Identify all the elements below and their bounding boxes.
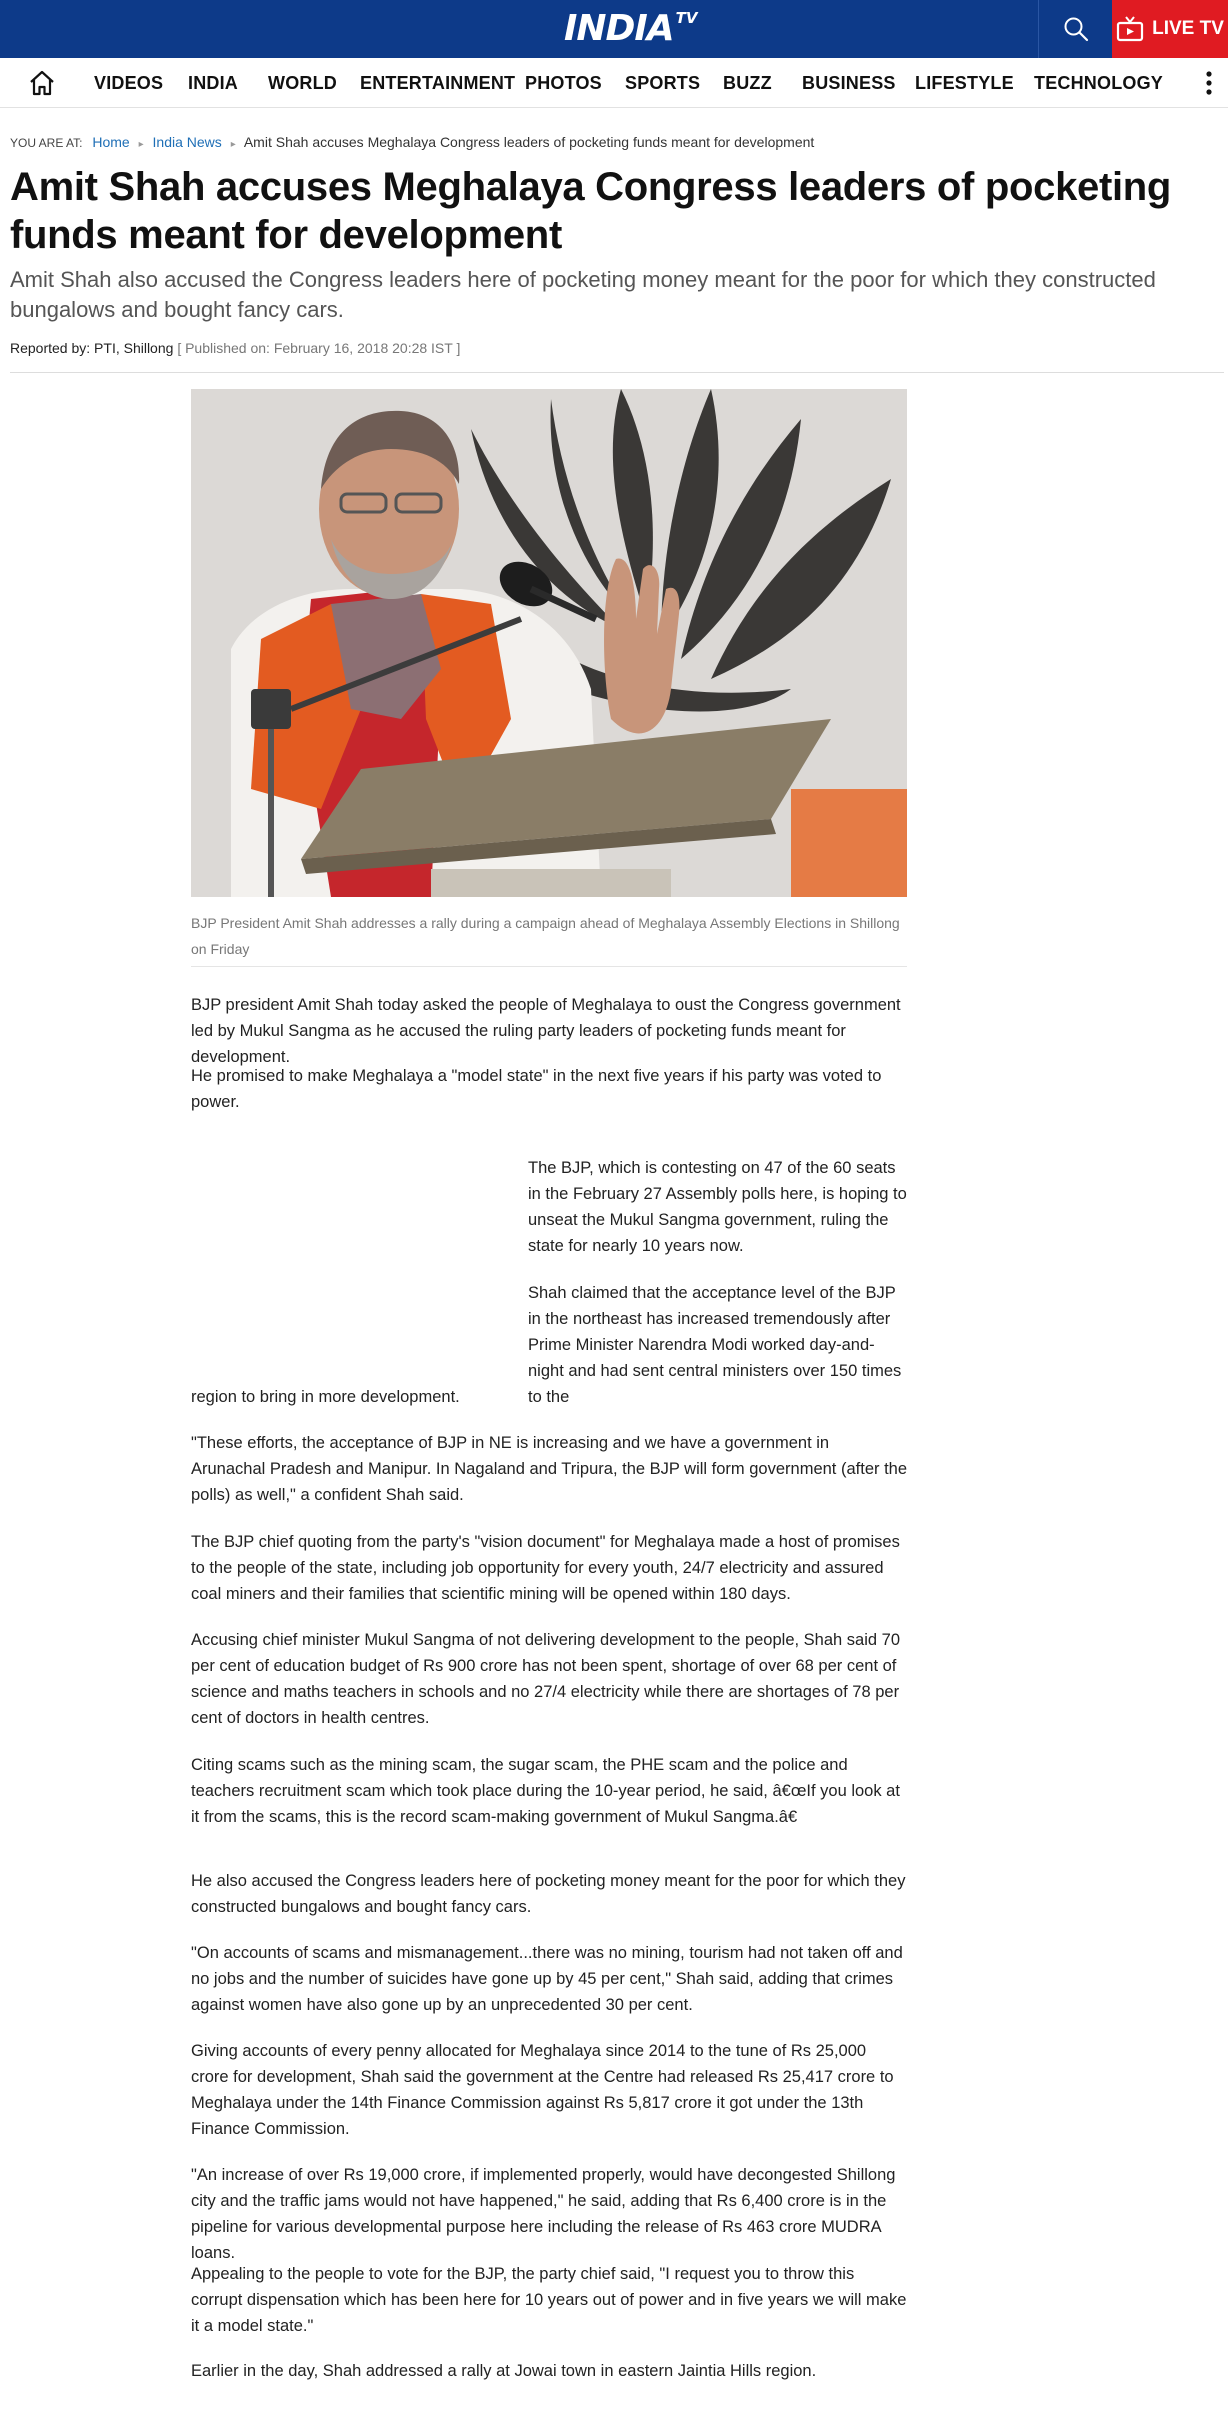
nav-item-lifestyle[interactable]: LIFESTYLE	[915, 73, 1014, 93]
article-paragraph: BJP president Amit Shah today asked the people of Meghalaya to oust the Congress government led by Mukul Sangma as he accused the ruling party leaders of pocketing funds meant for development.	[191, 996, 901, 1066]
rally-speaker-illustration	[191, 389, 907, 897]
article-paragraph: "These efforts, the acceptance of BJP in NE is increasing and we have a government in Arunachal Pradesh and Manipur. In Nagaland and Tripura, the BJP will form government (after the polls) as well," a confident Shah said.	[191, 1434, 908, 1504]
article-paragraph: Accusing chief minister Mukul Sangma of not delivering development to the people, Shah said 70 per cent of education budget of Rs 900 crore has not been spent, shortage of over 68 per cent of science and maths teachers in schools and no 27/4 electricity while there are shortages of 78 per cent of doctors in health centres.	[191, 1631, 901, 1727]
nav-item-business[interactable]: BUSINESS	[802, 73, 896, 93]
main-navigation	[0, 58, 1228, 108]
site-logo[interactable]	[564, 8, 698, 50]
nav-item-sports[interactable]: SPORTS	[625, 73, 701, 93]
home-icon[interactable]	[28, 70, 56, 96]
article-paragraph: The BJP chief quoting from the party's "vision document" for Meghalaya made a host of promises to the people of the state, including job opportunity for every youth, 24/7 electricity and assured coal miners and their families that scientific mining will be opened within 180 days.	[191, 1533, 900, 1603]
tv-icon	[1116, 16, 1144, 42]
reported-by: Reported by: PTI, Shillong	[10, 340, 174, 356]
breadcrumb-home-link[interactable]: Home	[92, 134, 130, 150]
search-button[interactable]	[1038, 0, 1112, 58]
breadcrumb-current: Amit Shah accuses Meghalaya Congress leaders of pocketing funds meant for development	[243, 134, 815, 150]
top-header-bar	[0, 0, 1228, 58]
article-paragraph: Earlier in the day, Shah addressed a rally at Jowai town in eastern Jaintia Hills region.	[191, 2362, 817, 2380]
article-title: Amit Shah accuses Meghalaya Congress leaders of pocketing funds meant for development	[10, 165, 1172, 257]
logo-superscript: TV	[675, 9, 698, 27]
article-subtitle: Amit Shah also accused the Congress leaders here of pocketing money meant for the poor for which they constructed bungalows and bought fancy cars.	[10, 267, 1156, 322]
article-paragraph: He also accused the Congress leaders here of pocketing money meant for the poor for which they constructed bungalows and bought fancy cars.	[191, 1872, 906, 1916]
caption-divider	[191, 966, 907, 967]
nav-item-world[interactable]: WORLD	[268, 73, 337, 93]
nav-item-buzz[interactable]: BUZZ	[723, 73, 772, 93]
article-paragraph: Citing scams such as the mining scam, the sugar scam, the PHE scam and the police and teachers recruitment scam which took place during the 10-year period, he said, â€œIf you look at it from the scams, this is the record scam-making government of Mukul Sangma.â€	[191, 1756, 900, 1826]
logo-text: INDIA	[564, 8, 674, 49]
breadcrumb-label: YOU ARE AT:	[10, 136, 83, 150]
nav-item-india[interactable]: INDIA	[188, 73, 238, 93]
article-paragraph: He promised to make Meghalaya a "model state" in the next five years if his party was voted to power.	[191, 1067, 882, 1111]
breadcrumb-separator-icon: ▸	[138, 139, 144, 150]
published-date: [ Published on: February 16, 2018 20:28 IST ]	[177, 340, 461, 356]
nav-item-technology[interactable]: TECHNOLOGY	[1034, 73, 1164, 93]
more-vertical-icon[interactable]	[1206, 70, 1212, 96]
header-divider	[10, 372, 1224, 373]
live-tv-label: LIVE TV	[1152, 18, 1224, 39]
breadcrumb-separator-icon: ▸	[230, 139, 236, 150]
live-tv-button[interactable]	[1112, 0, 1228, 58]
article-paragraph: Giving accounts of every penny allocated for Meghalaya since 2014 to the tune of Rs 25,000 crore for development, Shah said the government at the Centre had released Rs 25,417 crore to Meghalaya under the 14th Finance Commission against Rs 5,817 crore it got under the 13th Finance Commission.	[191, 2042, 894, 2138]
article-byline	[10, 340, 460, 356]
search-icon	[1063, 16, 1089, 42]
article-hero-image	[191, 389, 907, 897]
article-paragraph: "On accounts of scams and mismanagement...there was no mining, tourism had not taken off and no jobs and the number of suicides have gone up by 45 per cent," Shah said, adding that crimes against women have also gone up by an unprecedented 30 per cent.	[191, 1944, 903, 2014]
nav-item-videos[interactable]: VIDEOS	[94, 73, 164, 93]
article-paragraph: Shah claimed that the acceptance level of the BJP in the northeast has increased tremendously after Prime Minister Narendra Modi worked day-and-night and had sent central ministers over 150 times to the	[528, 1284, 902, 1406]
article-paragraph: Appealing to the people to vote for the BJP, the party chief said, "I request you to throw this corrupt dispensation which has been here for 10 years out of power and in five years we will make it a model state."	[191, 2265, 907, 2335]
nav-item-photos[interactable]: PHOTOS	[525, 73, 602, 93]
article-paragraph: "An increase of over Rs 19,000 crore, if implemented properly, would have decongested Shillong city and the traffic jams would not have happened," he said, adding that Rs 6,400 crore is in the pipeline for various developmental purpose here including the release of Rs 463 crore MUDRA loans.	[191, 2166, 896, 2262]
article-paragraph: The BJP, which is contesting on 47 of the 60 seats in the February 27 Assembly polls here, is hoping to unseat the Mukul Sangma government, ruling the state for nearly 10 years now.	[528, 1159, 907, 1255]
nav-item-entertainment[interactable]: ENTERTAINMENT	[360, 73, 516, 93]
image-caption: BJP President Amit Shah addresses a rally during a campaign ahead of Meghalaya Assembly Elections in Shillong on Friday	[191, 915, 900, 957]
breadcrumb	[10, 134, 814, 150]
article-paragraph: region to bring in more development.	[191, 1388, 460, 1406]
breadcrumb-section-link[interactable]: India News	[152, 134, 222, 150]
